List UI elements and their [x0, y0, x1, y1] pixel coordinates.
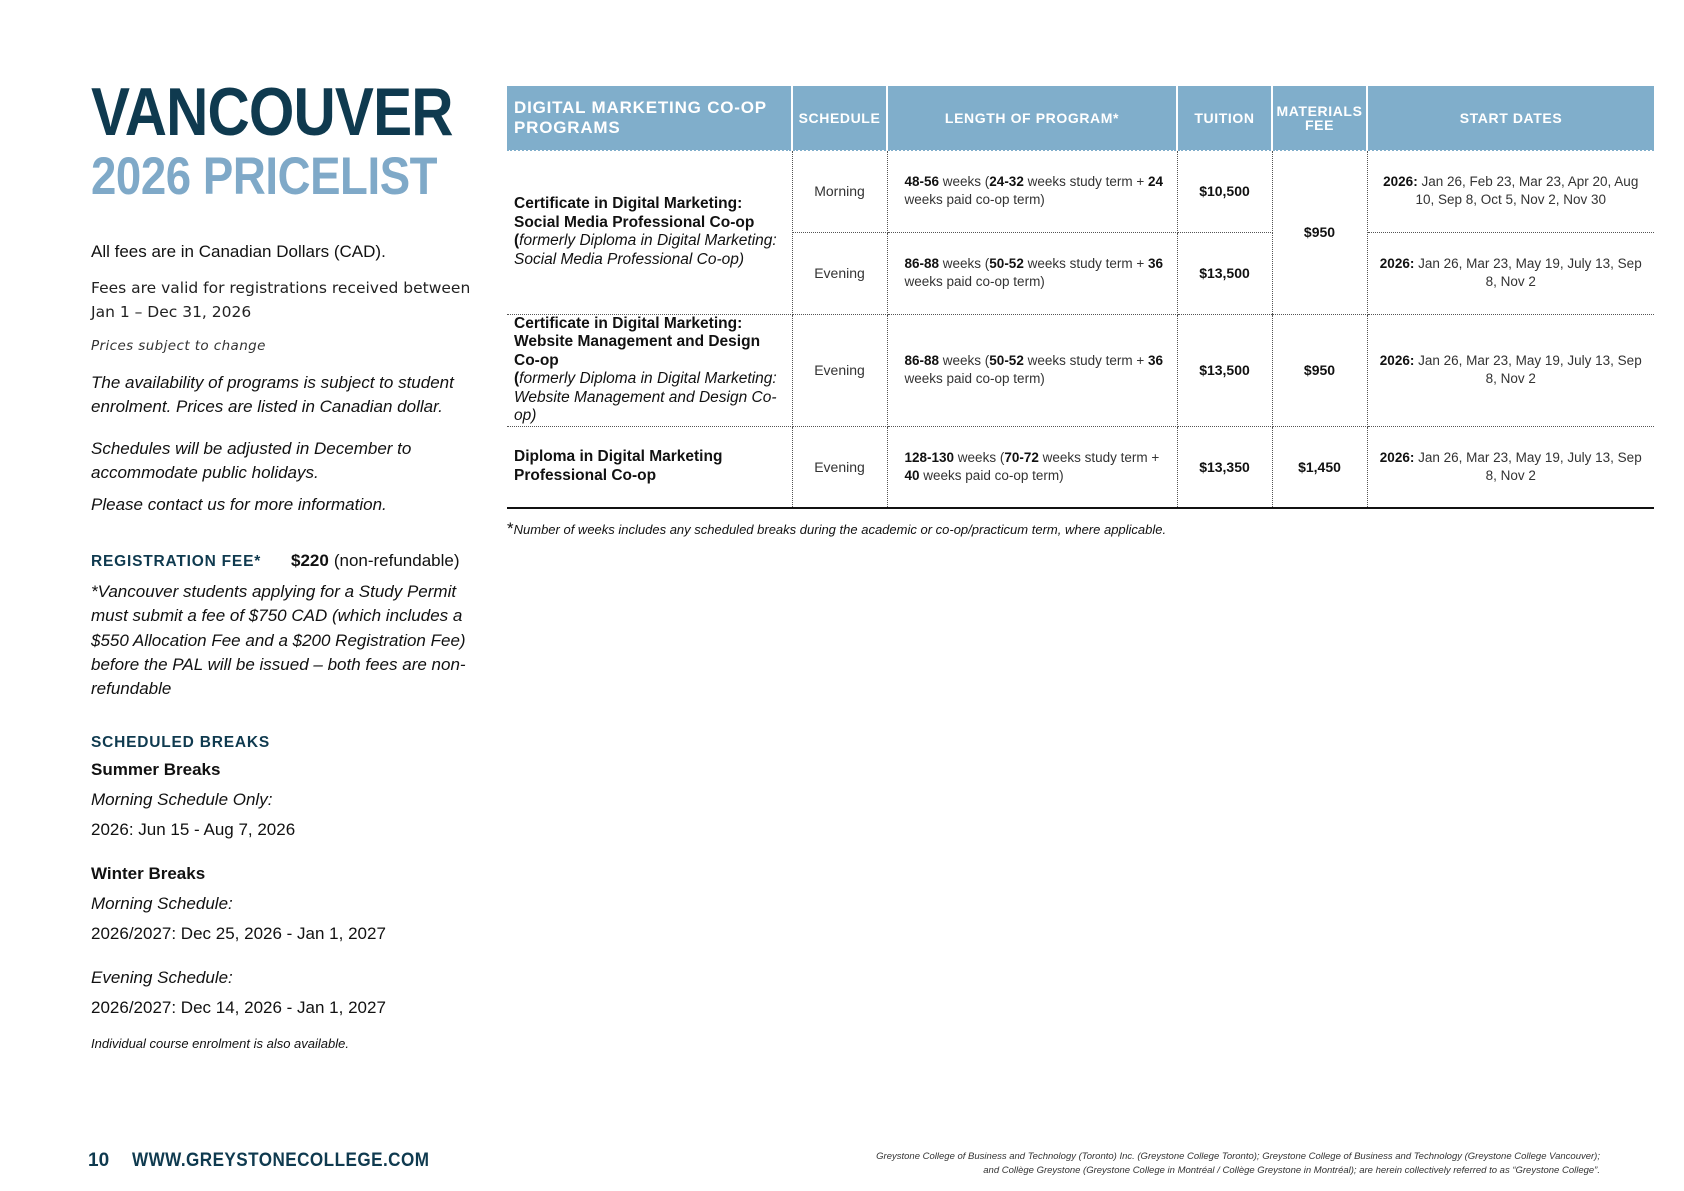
header-materials-fee: MATERIALS FEE — [1272, 86, 1367, 150]
summer-dates: 2026: Jun 15 - Aug 7, 2026 — [91, 820, 296, 840]
header-length: LENGTH OF PROGRAM* — [887, 86, 1177, 150]
materials-fee-cell: $1,450 — [1272, 426, 1367, 508]
program-name: Certificate in Digital Marketing: Social Media Professional Co-op — [514, 195, 755, 231]
length-text: weeks study term + — [1023, 174, 1148, 190]
schedule-cell: Morning — [792, 150, 887, 232]
winter-evening-label: Evening Schedule: — [91, 968, 233, 988]
program-former-name: formerly Diploma in Digital Marketing: Social Media Professional Co-op) — [514, 232, 777, 268]
individual-course-note: Individual course enrolment is also available. — [91, 1036, 349, 1052]
legal-line-2: and Collège Greystone (Greystone College in Montréal / Collège Greystone in Montréal); are herein collectively referred to as “Greystone College”. — [983, 1165, 1600, 1176]
length-cell — [887, 426, 1177, 508]
left-column — [91, 74, 481, 1052]
availability-note: The availability of programs is subject to student enrolment. Prices are listed in Canadian dollar. — [91, 373, 454, 416]
length-study-weeks: 50-52 — [989, 256, 1024, 271]
currency-note: All fees are in Canadian Dollars (CAD). — [91, 242, 386, 261]
length-text: weeks study term + — [1023, 256, 1148, 271]
tuition-cell: $13,350 — [1177, 426, 1272, 508]
length-text: weeks paid co-op term) — [904, 371, 1045, 386]
pricing-table — [507, 86, 1654, 509]
length-total-weeks: 86-88 — [904, 256, 940, 271]
length-text: weeks paid co-op term) — [919, 467, 1064, 483]
table-footnote — [507, 519, 1654, 539]
header-tuition: TUITION — [1177, 86, 1272, 150]
registration-footnote: *Vancouver students applying for a Study Permit must submit a fee of $750 CAD (which includes a $550 Allocation Fee and a $200 Registration Fee) before the PAL will be issued – both fees are non-refundable — [91, 582, 466, 699]
legal-line-1: Greystone College of Business and Technology (Toronto) Inc. (Greystone College Toronto); Greystone College of Business and Technology (Greystone College Vancouver); — [876, 1151, 1600, 1162]
schedules-note: Schedules will be adjusted in December to accommodate public holidays. — [91, 439, 412, 482]
schedule-cell: Evening — [792, 426, 887, 508]
validity-note: Fees are valid for registrations received between Jan 1 – Dec 31, 2026 — [91, 279, 471, 321]
length-study-weeks: 24-32 — [989, 174, 1024, 190]
program-name-cell — [507, 426, 792, 508]
program-former-name: formerly Diploma in Digital Marketing: Website Management and Design Co-op) — [514, 370, 777, 424]
registration-fee-amount: $220 — [291, 551, 329, 570]
website-link[interactable]: WWW.GREYSTONECOLLEGE.COM — [132, 1150, 430, 1171]
program-former-paren: ( — [514, 370, 520, 387]
length-text: weeks ( — [939, 174, 990, 190]
table-row — [507, 314, 1654, 426]
length-total-weeks: 128-130 — [904, 449, 955, 465]
contact-note: Please contact us for more information. — [91, 495, 387, 514]
length-coop-weeks: 36 — [1148, 256, 1164, 271]
page-subtitle: 2026 PRICELIST — [91, 147, 438, 206]
length-cell — [887, 150, 1177, 232]
program-name-cell — [507, 314, 792, 426]
registration-fee-note: (non-refundable) — [333, 551, 460, 570]
length-text: weeks ( — [939, 353, 990, 368]
length-text: weeks paid co-op term) — [904, 192, 1045, 208]
table-row — [507, 426, 1654, 508]
length-coop-weeks: 40 — [904, 467, 920, 483]
start-dates-list: Jan 26, Mar 23, May 19, July 13, Sep 8, Nov 2 — [1414, 256, 1642, 289]
start-dates-cell — [1367, 150, 1654, 232]
length-coop-weeks: 24 — [1148, 174, 1164, 190]
winter-evening-dates: 2026/2027: Dec 14, 2026 - Jan 1, 2027 — [91, 998, 386, 1018]
length-text: weeks study term + — [1038, 449, 1160, 465]
registration-fee-label: REGISTRATION FEE* — [91, 553, 262, 570]
length-coop-weeks: 36 — [1148, 353, 1164, 368]
summer-breaks-title: Summer Breaks — [91, 760, 221, 780]
start-dates-list: Jan 26, Mar 23, May 19, July 13, Sep 8, Nov 2 — [1414, 449, 1642, 483]
scheduled-breaks-heading: SCHEDULED BREAKS — [91, 734, 271, 752]
schedule-cell: Evening — [792, 232, 887, 314]
table-header-row — [507, 86, 1654, 150]
registration-fee-row — [91, 551, 481, 571]
program-name-cell — [507, 150, 792, 314]
program-former-paren: ( — [514, 232, 520, 250]
length-cell — [887, 314, 1177, 426]
pricing-table-section — [507, 86, 1654, 539]
start-dates-cell — [1367, 426, 1654, 508]
tuition-cell: $10,500 — [1177, 150, 1272, 232]
tuition-cell: $13,500 — [1177, 232, 1272, 314]
start-dates-year: 2026: — [1379, 449, 1415, 465]
winter-morning-dates: 2026/2027: Dec 25, 2026 - Jan 1, 2027 — [91, 924, 386, 944]
length-text: weeks study term + — [1023, 353, 1148, 368]
start-dates-year: 2026: — [1379, 256, 1415, 271]
header-programs: DIGITAL MARKETING CO-OP PROGRAMS — [507, 86, 792, 150]
start-dates-list: Jan 26, Feb 23, Mar 23, Apr 20, Aug 10, Sep 8, Oct 5, Nov 2, Nov 30 — [1415, 174, 1639, 208]
length-text: weeks ( — [939, 256, 990, 271]
start-dates-year: 2026: — [1383, 174, 1418, 190]
header-schedule: SCHEDULE — [792, 86, 887, 150]
summer-schedule-label: Morning Schedule Only: — [91, 790, 273, 810]
start-dates-year: 2026: — [1379, 353, 1415, 368]
length-text: weeks paid co-op term) — [904, 274, 1045, 289]
start-dates-cell — [1367, 232, 1654, 314]
footnote-star: * — [507, 519, 514, 538]
length-text: weeks ( — [954, 449, 1005, 465]
winter-breaks-title: Winter Breaks — [91, 864, 206, 884]
winter-morning-label: Morning Schedule: — [91, 894, 233, 914]
materials-fee-cell: $950 — [1272, 150, 1367, 314]
footnote-text: Number of weeks includes any scheduled breaks during the academic or co-op/practicum term, where applicable. — [513, 522, 1167, 537]
legal-notice — [700, 1150, 1600, 1178]
prices-subject-note: Prices subject to change — [91, 338, 266, 354]
schedule-cell: Evening — [792, 314, 887, 426]
header-start-dates: START DATES — [1367, 86, 1654, 150]
tuition-cell: $13,500 — [1177, 314, 1272, 426]
table-row — [507, 150, 1654, 232]
length-study-weeks: 70-72 — [1004, 449, 1039, 465]
length-total-weeks: 86-88 — [904, 353, 940, 368]
program-name: Diploma in Digital Marketing Professional Co-op — [514, 448, 723, 484]
length-total-weeks: 48-56 — [904, 174, 940, 190]
start-dates-list: Jan 26, Mar 23, May 19, July 13, Sep 8, Nov 2 — [1414, 353, 1642, 386]
length-cell — [887, 232, 1177, 314]
length-study-weeks: 50-52 — [989, 353, 1024, 368]
program-name: Certificate in Digital Marketing: Website Management and Design Co-op — [514, 314, 761, 369]
page-number: 10 — [88, 1150, 110, 1171]
page-title: VANCOUVER — [91, 74, 453, 150]
materials-fee-cell: $950 — [1272, 314, 1367, 426]
start-dates-cell — [1367, 314, 1654, 426]
